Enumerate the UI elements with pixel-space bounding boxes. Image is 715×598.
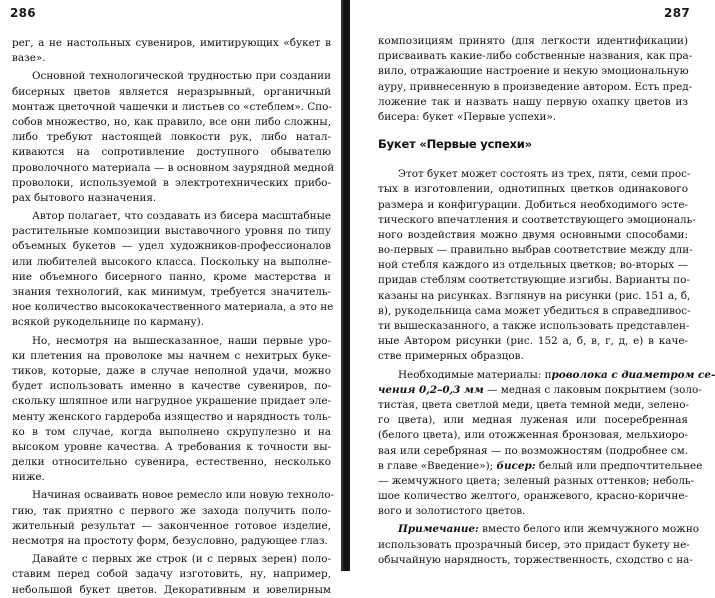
text-line: бисера: букет «Первые успехи». [378, 110, 557, 123]
text-line: Необходимые материалы: проволока с диаметром се- [398, 368, 715, 381]
text-line: собов множество, но, как правило, все они либо сложны, [12, 115, 331, 128]
text-line: ниже. [12, 471, 45, 484]
text-line: размера и конфигурации. Добиться необходимого эсте- [378, 198, 688, 211]
text-line: либо требуют настоящей ловкости рук, либо натал- [12, 131, 331, 144]
text-line: высоком уровне качества. А требования к точности вы- [12, 440, 331, 453]
text-line: гию, так приятно с первого же захода получить поло- [12, 504, 331, 517]
text-line: вого и золотистого цветов. [378, 505, 526, 518]
text-line: делки относительно сувенира, естественно, несколько [12, 456, 331, 469]
text-line: ложение так и назвать нашу первую охапку цветов из [378, 95, 688, 108]
right-page-text-top [378, 34, 693, 125]
left-page [0, 0, 341, 596]
book-gutter [341, 0, 350, 571]
text-line: композициям принято (для легкости идентификации) [378, 35, 688, 47]
text-line: в), рукодельница сама может убедиться в справедливос- [378, 304, 691, 317]
text-line: менту женского гардероба изящество и нарядность толь- [12, 410, 331, 423]
text-line: Этот букет может состоять из трех, пяти, семи прос- [398, 168, 691, 181]
text-line: чения 0,2–0,3 мм — медная с лаковым покрытием (золо- [378, 383, 702, 396]
text-line: шое количество желтого, оранжевого, красно-коричне- [378, 490, 688, 503]
text-line: — жемчужного цвета; зеленый разных оттенков; неболь- [378, 474, 695, 487]
text-line: всякой рукодельнице по карману). [12, 316, 205, 329]
text-line: присваивать какие-либо собственные названия, как пра- [378, 50, 693, 63]
text-line: ко в том случае, когда выполнено скрупулезно и на [12, 425, 331, 438]
text-line: ки плетения на проволоке мы начнем с нехитрых буке- [12, 349, 331, 362]
text-line: или любителей высокого класса. Поскольку на выполне- [12, 255, 331, 268]
text-line: объемных букетов — удел художников-профессионалов [12, 240, 331, 253]
text-line: знания технологий, как минимум, требуется значитель- [12, 286, 331, 298]
text-line: будет использовать именно в качестве сувениров, по- [12, 380, 331, 393]
text-line: ти вышесказанного, а также использовать представлен- [378, 320, 690, 332]
text-line: ставим перед собой задачу изготовить, ну, например, [12, 568, 331, 581]
text-line: тых в изготовлении, однотипных цветков одинакового [378, 183, 688, 196]
text-line: тистая, цвета светлой меди, цвета темной меди, зелено- [378, 398, 690, 411]
section-heading: Букет «Первые успехи» [378, 137, 532, 152]
page-number-right: 287 [664, 6, 690, 20]
text-line: ное количество высококачественного материала, а это не [12, 301, 334, 314]
text-line: ние объемного бисерного панно, кроме мастерства и [12, 270, 331, 283]
text-line: монтаж цветочной чашечки и листьев со «стеблем». Спо- [12, 100, 332, 113]
text-line: вая или серебряная — по возможностям (подробнее см. [378, 444, 688, 457]
text-line: во-первых — правильно выбрав соответствие между дли- [378, 244, 693, 257]
right-page-text-bottom [378, 167, 715, 568]
text-line: растительные композиции выставочного уровня по типу [12, 225, 331, 238]
text-line: Но, несмотря на вышесказанное, наши первые уро- [32, 334, 331, 347]
text-line: рах бытового назначения. [12, 191, 157, 204]
text-line: киваются на сопротивление доступного обывателю [12, 146, 331, 159]
text-line: (белого цвета), или отожженная бронзовая, мельхиоро- [378, 429, 688, 442]
page-number-left: 286 [10, 6, 36, 20]
text-line: Автор полагает, что создавать из бисера масштабные [32, 210, 331, 223]
text-line: стве примерных образцов. [378, 350, 524, 363]
text-line: придав стеблям соответствующие изгибы. Варианты по- [378, 274, 690, 287]
text-line: использовать прозрачный бисер, это придаст букету не- [378, 538, 690, 551]
text-line: Основной технологической трудностью при создании [32, 70, 331, 83]
text-line: обычайную нарядность, торжественность, сходство с на- [378, 553, 693, 566]
text-line: скольку шляпное или нагрудное украшение придает эле- [12, 395, 331, 408]
text-line: несмотря на простоту форм, безусловно, радующее глаз. [12, 535, 328, 547]
left-page-text [12, 36, 335, 598]
text-line: казаны на рисунках. Взглянув на рисунки (рис. 151 а, б, [378, 289, 691, 302]
right-page [350, 0, 715, 571]
text-line: вазе». [12, 52, 46, 65]
text-line: тического впечатления и соответствующего эмоциональ- [378, 213, 696, 226]
text-line: тиков, которые, даже в случае неполной удачи, можно [12, 364, 331, 377]
right-page-text [378, 34, 715, 568]
text-line: вило, отражающие настроение и некую эмоциональную [378, 65, 689, 78]
text-line: рег, а не настольных сувениров, имитирующих «букет в [12, 37, 331, 49]
text-line: Примечание: вместо белого или жемчужного можно [398, 523, 699, 536]
text-line: небольшой букет цветов. Декоративным и ювелирным [12, 583, 331, 596]
text-line: Начиная осваивать новое ремесло или новую техноло- [32, 489, 335, 502]
text-line: ной стебля каждого из отдельных цветков; во-вторых — [378, 259, 688, 272]
text-line: бисерных цветов является неразрывный, органичный [12, 85, 331, 98]
text-line: проволоки, используемой в электротехнических прибо- [12, 176, 331, 189]
text-line: проволочного материала — в основном заурядной медной [12, 161, 335, 174]
text-line: в главе «Введение»); бисер: белый или предпочтительнее [378, 459, 703, 472]
text-line: ного воздействия можно двумя основными способами: [378, 228, 688, 241]
text-line: ауру, привнесенную в произведение автором. Есть пред- [378, 80, 693, 93]
text-line: жительный результат — законченное готовое изделие, [12, 519, 331, 532]
text-line: го цвета), или медная луженая или посеребренная [378, 414, 688, 427]
text-line: Давайте с первых же строк (и с первых зерен) поло- [32, 553, 331, 566]
text-line: ные Автором рисунки (рис. 152 а, б, в, г, д, е) в каче- [378, 335, 688, 348]
